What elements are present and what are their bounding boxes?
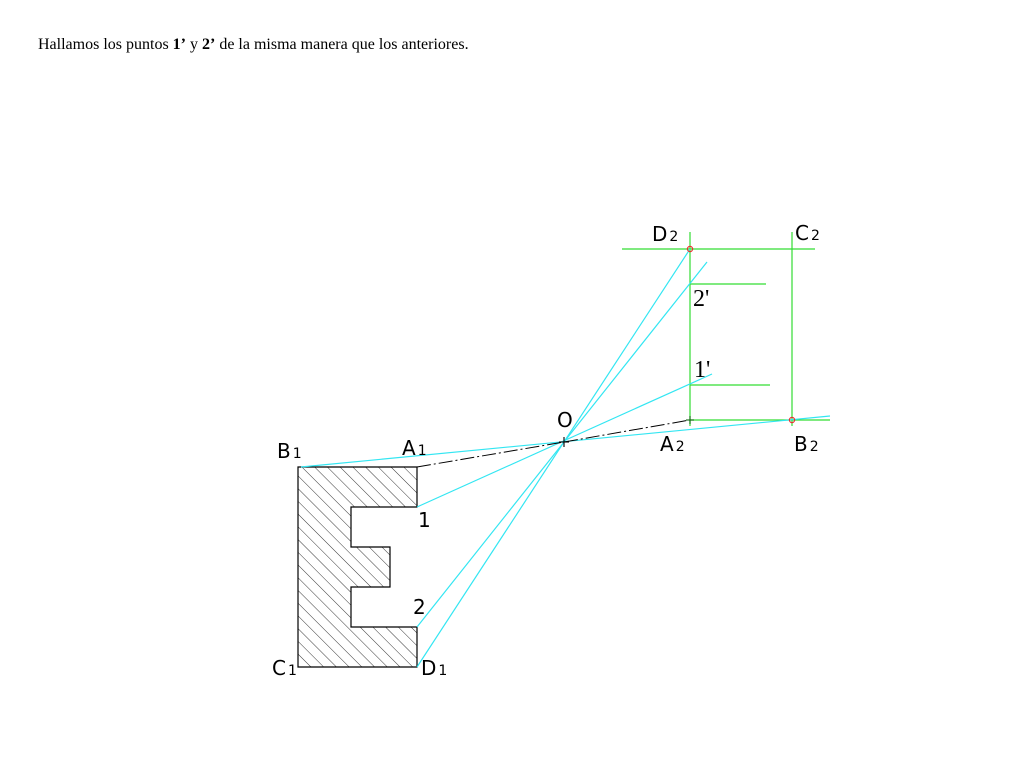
label-a1: A 1 [402,436,427,460]
marker-a2 [686,416,694,424]
label-o: O [557,408,573,432]
caption-point-2: 2’ [202,36,216,53]
caption-point-1: 1’ [172,36,186,53]
point-markers [559,246,795,447]
label-point-1-prime: 1' [694,357,711,383]
label-b2: B 2 [794,432,819,456]
label-d2: D 2 [652,222,679,246]
label-point-2: 2 [413,595,426,619]
e-shape-hatched [298,467,417,667]
label-point-1: 1 [418,508,431,532]
ray-d1-d2 [417,249,690,667]
label-c1: C 1 [272,656,297,680]
caption-after: de la misma manera que los anteriores. [215,36,469,53]
label-point-2-prime: 2' [693,286,710,312]
segment-a1-o [417,442,564,467]
label-a2: A 2 [660,432,685,456]
caption-before: Hallamos los puntos [38,36,173,53]
label-c2: C 2 [795,221,820,245]
axis-a1-a2 [417,420,690,467]
label-b1: B 1 [277,439,302,463]
projection-lines [301,249,830,667]
label-d1: D 1 [421,656,448,680]
caption-middle: y [186,36,202,53]
